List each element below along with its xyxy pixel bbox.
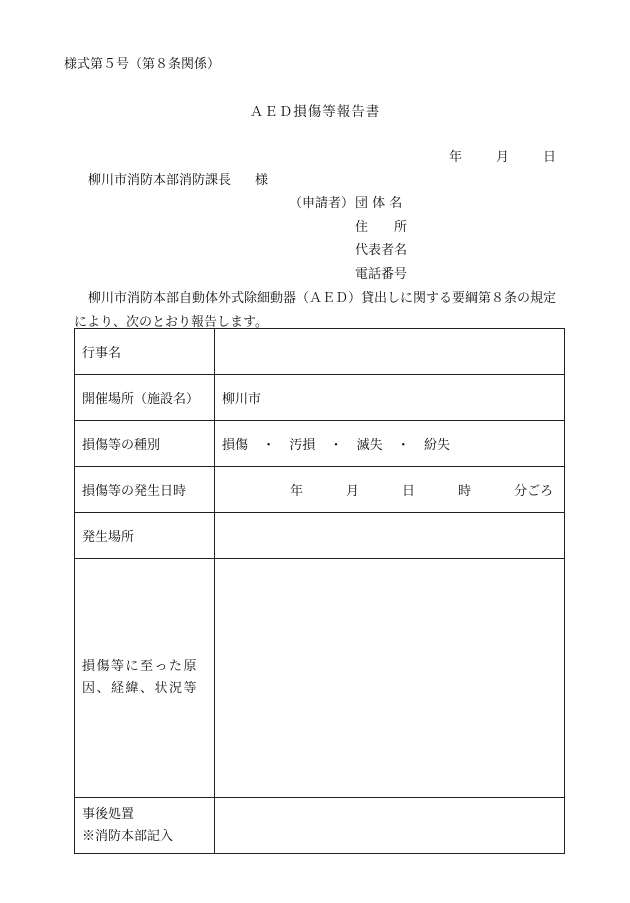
venue-label: 開催場所（施設名） <box>75 375 215 421</box>
row-occurred-datetime <box>75 467 565 513</box>
unit-year: 年 <box>290 484 304 499</box>
venue-field[interactable]: 柳川市 <box>215 375 565 421</box>
option-damage[interactable]: 損傷 <box>222 438 249 453</box>
unit-day: 日 <box>402 484 416 499</box>
addressee-honorific: 様 <box>255 173 269 188</box>
form-number: 様式第５号（第８条関係） <box>64 57 221 72</box>
aftercare-field[interactable] <box>215 798 565 854</box>
row-event-name <box>75 329 565 375</box>
date-year: 年 <box>449 150 463 165</box>
event-name-field[interactable] <box>215 329 565 375</box>
applicant-address-label: 住 所 <box>355 220 408 235</box>
location-field[interactable] <box>215 513 565 559</box>
addressee-name: 柳川市消防本部消防課長 <box>88 173 232 188</box>
option-destroyed[interactable]: 滅失 <box>356 438 383 453</box>
row-aftercare <box>75 798 565 854</box>
document-title: ＡＥＤ損傷等報告書 <box>249 104 381 120</box>
addressee <box>88 174 268 187</box>
date-month: 月 <box>496 150 510 165</box>
unit-minute: 分ごろ <box>514 484 554 499</box>
applicant-org-name-label: 団 体 名 <box>355 196 403 211</box>
row-damage-type <box>75 421 565 467</box>
unit-month: 月 <box>346 484 360 499</box>
row-location <box>75 513 565 559</box>
applicant-representative-label: 代表者名 <box>355 243 408 258</box>
option-lost[interactable]: 紛失 <box>423 438 450 453</box>
separator: ・ <box>396 438 410 453</box>
cause-label: 損傷等に至った原因、経緯、状況等 <box>82 659 199 696</box>
aftercare-label-cell <box>75 798 215 854</box>
unit-hour: 時 <box>458 484 472 499</box>
cause-label-cell <box>75 559 215 798</box>
applicant-label: （申請者） <box>289 196 355 211</box>
body-text: 柳川市消防本部自動体外式除細動器（ＡＥＤ）貸出しに関する要綱第８条の規定により、次のとおり報告します。 <box>74 291 557 330</box>
option-soiled[interactable]: 汚損 <box>289 438 316 453</box>
date-day: 日 <box>543 150 557 165</box>
aftercare-note: ※消防本部記入 <box>82 828 174 844</box>
damage-type-options <box>215 421 565 467</box>
event-name-label: 行事名 <box>75 329 215 375</box>
occurred-datetime-label: 損傷等の発生日時 <box>75 467 215 513</box>
cause-field[interactable] <box>215 559 565 798</box>
aftercare-label: 事後処置 <box>82 806 135 822</box>
separator: ・ <box>262 438 276 453</box>
occurred-datetime-field[interactable] <box>215 467 565 513</box>
applicant-phone-label: 電話番号 <box>355 267 408 282</box>
row-cause <box>75 559 565 798</box>
separator: ・ <box>329 438 343 453</box>
location-label: 発生場所 <box>75 513 215 559</box>
row-venue <box>75 375 565 421</box>
report-table <box>74 328 565 854</box>
damage-type-label: 損傷等の種別 <box>75 421 215 467</box>
report-date <box>449 151 556 164</box>
